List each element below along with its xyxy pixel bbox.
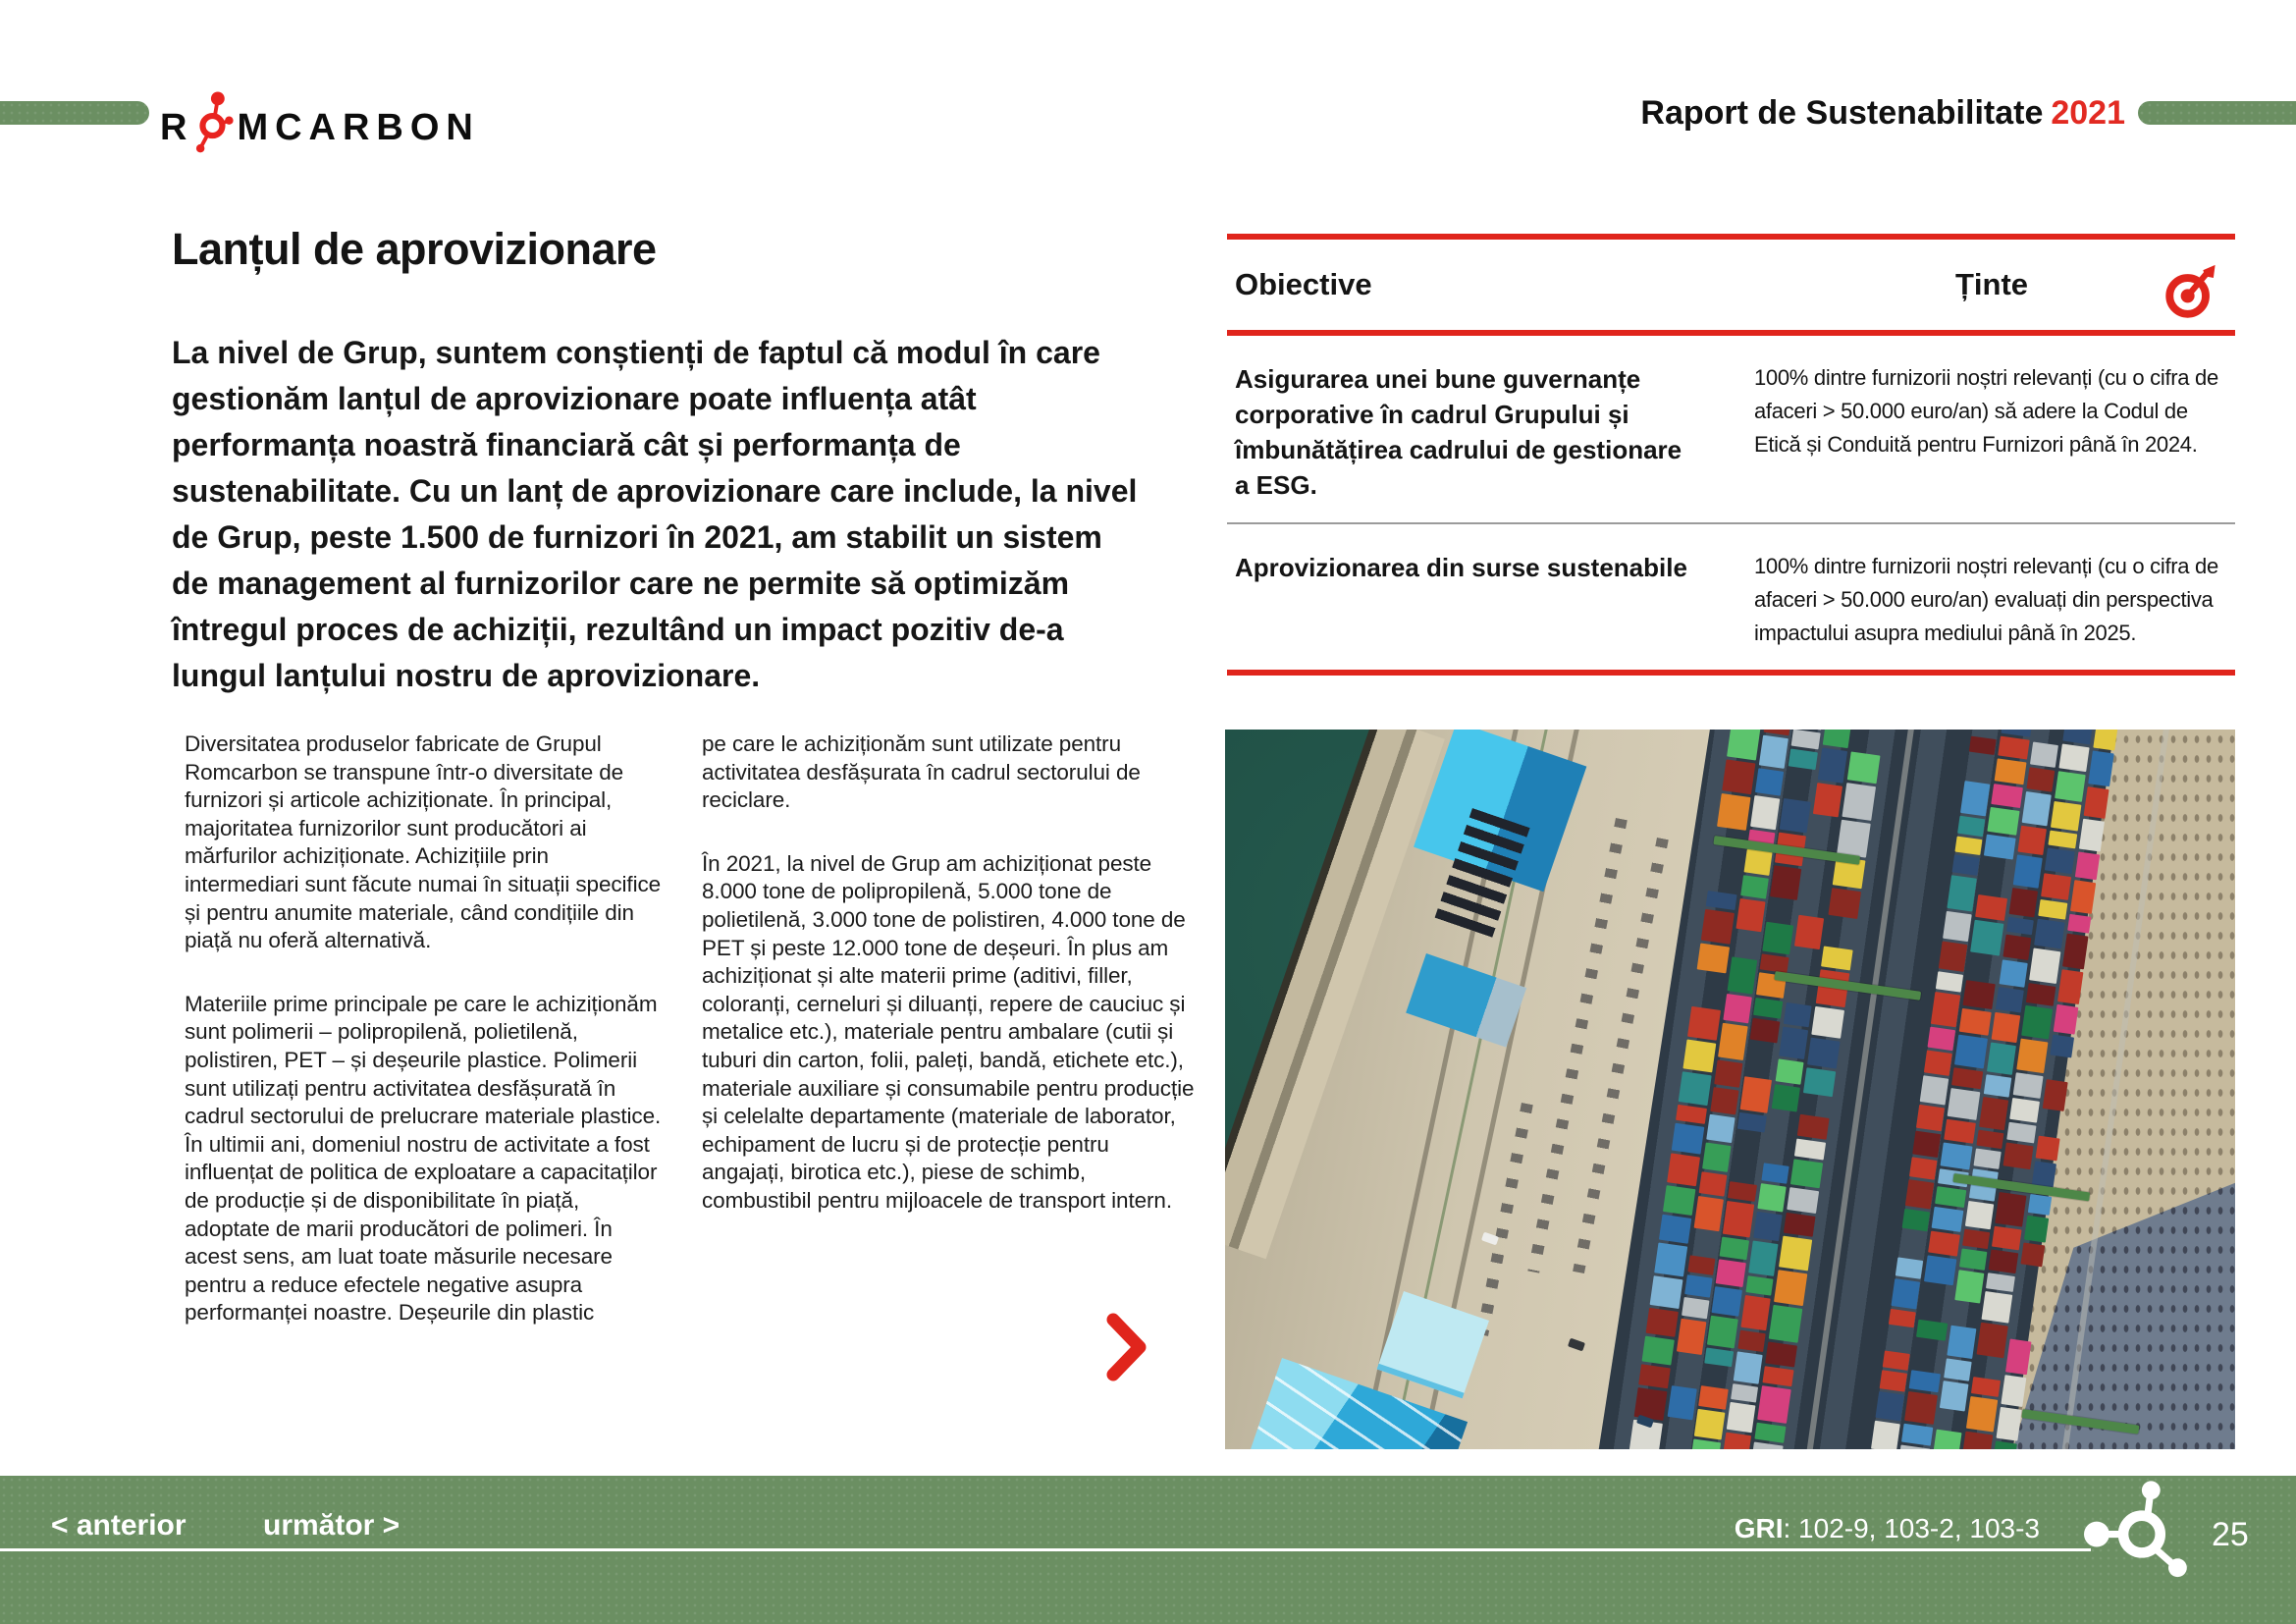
body-paragraph: pe care le achiziționăm sunt utilizate pentru activitatea desfășurata în cadrul sectorului de reciclare. [702,731,1141,813]
container-block [1902,1209,1931,1232]
gri-label: GRI [1734,1513,1784,1543]
container-block [1935,1186,1966,1208]
container-block [1750,795,1780,830]
container-block [1744,849,1773,876]
body-paragraph: În 2021, la nivel de Grup am achiziționat peste 8.000 tone de polipropilenă, 5.000 tone de polietilenă, 3.000 tone de polistiren, 4.000 tone de PET și peste 12.000 tone de deșeuri. În plus am achiziționat și alte materii prime (aditivi, filler, coloranți, cerneluri și diluanți, repere de cauciuc și metalice etc.), materiale pentru ambalare (cutii și tuburi din carton, folii, paleți, bandă, etichete etc.), materiale auxiliare și consumabile pentru producție și celelalte departamente (materiale de laborator, echipament de lucru și de protecție pentru angajați, birotica etc.), piese de schimb, combustibil pentru mijloacele de transport intern. [702,850,1195,1213]
container-block [1821,946,1853,970]
container-block [1774,1271,1807,1307]
container-block [1751,1442,1783,1449]
container-block [1992,1225,2022,1250]
container-block [1745,1042,1777,1077]
container-block [2070,880,2096,914]
target-dart-icon [2164,261,2219,327]
container-block [1707,1315,1738,1348]
container-block [1754,1423,1786,1443]
container-block [1727,1401,1756,1433]
container-block [1776,1058,1804,1084]
container-block [1723,994,1751,1023]
container-block [1974,1149,2002,1169]
body-column-1 [185,731,667,1363]
container-block [2006,916,2034,935]
container-block [1962,1229,1990,1249]
container-block [2002,1142,2033,1169]
container-block [2027,767,2056,791]
container-block [2009,1098,2040,1123]
container-block [1997,1407,2022,1441]
container-block [2045,848,2075,874]
container-block [2006,1122,2036,1143]
container-block [1765,1342,1797,1368]
container-block [1770,865,1801,900]
objective-cell: Asigurarea unei bune guvernanțe corporative în cadrul Grupului și îmbunătățirea cadrului de gestionare a ESG. [1235,364,1682,500]
container-block [1701,909,1735,944]
container-block [1684,1275,1713,1298]
container-block [1791,730,1821,749]
table-row [1227,336,2235,522]
container-block [1740,1076,1772,1113]
container-block [2057,969,2083,1004]
container-block [1737,1330,1765,1352]
nav-previous-link[interactable]: < anterior [51,1509,187,1542]
container-block [1818,748,1847,784]
container-block [2022,791,2052,826]
container-block [1952,854,1980,876]
nav-next-link[interactable]: următor > [263,1509,400,1542]
container-terminal-photo [1225,730,2235,1449]
container-block [2009,888,2038,917]
container-block [1659,1214,1691,1243]
container-block [1723,1201,1754,1238]
body-paragraph: Diversitatea produselor fabricate de Grupul Romcarbon se transpune într-o diversitate de furnizori și articole achiziționate. În principal, majoritatea furnizorilor sunt producători ai mărfurilor achiziționate. Achizițiile prin intermediari sunt făcute numai în situații specifice și pentru anumite materiale, când condițiile din piață nu oferă alternativă. [185,731,662,953]
container-block [2084,786,2109,819]
container-block [1784,1213,1816,1237]
container-block [1916,1105,1945,1132]
container-block [1993,1441,2016,1449]
container-block [2051,800,2082,831]
container-block [2088,750,2113,786]
container-block [1955,837,1983,855]
container-block [1750,1018,1781,1043]
container-block [1757,1184,1786,1213]
container-block [1697,943,1731,973]
container-block [1966,1396,1998,1433]
container-block [1871,1421,1900,1449]
container-block [1975,894,2007,921]
container-block [2013,855,2043,889]
container-block [1979,1097,2008,1131]
container-block [1789,748,1818,770]
container-block [1824,917,1856,947]
container-block [1731,1162,1760,1181]
romcarbon-logo [160,84,480,171]
container-block [2058,743,2089,772]
container-block [1928,1230,1960,1256]
container-block [2024,1216,2049,1243]
container-block [1889,1309,1916,1327]
container-block [1954,1035,1988,1069]
container-block [1991,784,2023,808]
container-block [1963,1432,1994,1449]
container-block [2062,730,2092,744]
container-block [1748,1240,1778,1276]
container-block [1954,1270,1984,1304]
container-block [1728,1181,1757,1202]
container-block [1646,1307,1679,1336]
body-column-2 [702,731,1198,1251]
container-block [2002,935,2031,960]
container-block [1940,1380,1969,1412]
container-block [1733,1131,1764,1163]
table-bottom-rule [1227,670,2235,676]
container-block [1924,1255,1957,1286]
container-block [1951,1067,1983,1089]
container-block [1807,1037,1841,1068]
container-block [1799,879,1830,916]
container-block [2067,914,2091,934]
container-block [1847,751,1881,784]
container-block [1784,1002,1812,1027]
container-block [1965,754,1994,782]
container-block [1996,987,2024,1012]
table-row [1227,524,2235,670]
container-block [1823,730,1851,748]
container-block [1790,1160,1823,1189]
container-block [1947,1326,1976,1359]
container-block [2039,1111,2063,1136]
container-block [1704,1347,1734,1367]
container-block [1842,783,1876,821]
container-block [1898,1231,1927,1258]
container-block [1690,1438,1721,1449]
table-header-row [1227,240,2235,330]
container-block [1772,1084,1800,1112]
container-block [1960,781,1990,816]
container-block [1780,798,1811,834]
container-block [1883,1350,1910,1371]
container-block [2001,1376,2026,1408]
targets-header: Ținte [1955,267,2029,301]
container-block [1753,1212,1782,1241]
container-block [1992,1011,2021,1043]
logo-text: MCARBON [237,106,480,148]
container-block [1909,1370,1941,1392]
container-block [1974,1357,2003,1378]
objectives-table [1227,234,2235,676]
container-block [1687,1006,1721,1041]
container-block [1970,920,2003,955]
next-page-chevron-icon[interactable] [1105,1312,1148,1382]
container-block [1761,1163,1789,1184]
container-block [1764,730,1791,735]
container-block [1891,1278,1920,1310]
container-block [1947,875,1977,911]
container-block [1811,1006,1844,1039]
container-block [2038,899,2067,919]
container-block [1880,1370,1907,1391]
container-block [1708,865,1740,891]
container-block [2048,830,2077,848]
container-block [1740,1295,1770,1331]
container-block [1965,1201,1994,1229]
body-paragraph: Materiile prime principale pe care le achiziționăm sunt polimerii – polipropilenă, polietilenă, polistiren, PET – și deșeurile plastice. Polimerii sunt utilizați pentru activitatea desfășurată în cadrul sectorului de prelucrare materiale plastice. În ultimii ani, domeniul nostru de activitate a fost influențat de politica de exploatare a capacitaților de producție și de disponibilitate în piață, adoptate de marii producători de polimeri. În acest sens, am luat toate măsurile necesare pentru a reduce efectele negative asupra performanței noastre. Deșeurile din plastic [185,991,662,1326]
container-block [1759,734,1789,768]
container-block [1797,1113,1830,1140]
container-block [1916,1320,1948,1341]
container-block [1769,1305,1803,1343]
container-block [1998,736,2030,760]
container-block [1896,1257,1923,1279]
container-block [1702,1143,1731,1172]
header-green-bar-right [2138,101,2296,125]
container-block [1851,730,1883,753]
container-block [1767,899,1796,922]
container-block [1944,1119,1976,1144]
container-block [1943,911,1972,942]
container-block [1714,1059,1742,1087]
container-block [1808,817,1838,849]
container-block [2020,1242,2045,1267]
container-block [1813,783,1842,818]
container-block [1951,1303,1979,1326]
container-block [1981,1291,2012,1324]
container-block [1672,1122,1705,1154]
container-block [1957,816,1985,837]
container-block [1724,1433,1751,1449]
container-block [2050,1034,2074,1057]
container-block [1727,730,1760,760]
container-block [1779,1026,1808,1059]
container-block [1699,1171,1728,1196]
container-block [1667,1153,1700,1186]
target-cell: 100% dintre furnizorii noștri relevanți (cu o cifra de afaceri > 50.000 euro/an) evaluați din perspectiva impactului asupra mediului până în 2025. [1754,554,2218,645]
container-block [1682,1297,1709,1319]
container-block [1734,1352,1763,1384]
container-block [1803,1067,1836,1097]
container-block [1976,1130,2003,1149]
container-block [1706,891,1737,911]
container-block [2029,948,2060,985]
container-block [1755,768,1784,796]
container-block [2028,1194,2052,1216]
container-block [1936,971,1963,992]
container-block [1927,1026,1955,1051]
container-block [1701,1367,1731,1386]
container-block [1668,1385,1697,1420]
container-block [2047,1057,2070,1079]
container-block [1959,1008,1992,1036]
container-block [1762,1366,1793,1386]
container-block [2034,919,2065,949]
container-block [1931,992,1960,1027]
container-block [1984,835,2016,860]
container-block [1717,793,1750,831]
container-block [1962,980,1995,1010]
container-block [1716,1259,1746,1287]
container-block [1937,1411,1964,1430]
container-block [1948,1088,1981,1120]
report-year: 2021 [2051,94,2125,132]
container-block [2075,852,2100,881]
container-block [2013,1072,2044,1098]
container-block [1904,1391,1938,1425]
report-header-title: Raport de Sustenabilitate 2021 [1640,94,2125,132]
container-block [1909,1157,1938,1180]
container-block [1753,998,1783,1019]
container-block [1912,1131,1941,1158]
container-block [1692,972,1726,1007]
container-block [1790,948,1819,975]
container-block [1986,1272,2015,1292]
container-block [1984,1074,2011,1097]
container-block [2026,983,2056,1005]
objectives-header: Obiective [1235,267,1372,301]
container-block [2055,771,2086,801]
logo-letter-r: R [160,106,194,148]
target-cell: 100% dintre furnizorii noștri relevanți (cu o cifra de afaceri > 50.000 euro/an) să adere la Codul de Etică și Conduită pentru Furnizori până în 2024. [1754,365,2218,457]
gri-codes: : 102-9, 103-2, 103-3 [1783,1513,2040,1543]
container-block [2054,1004,2079,1035]
container-block [1718,1023,1748,1060]
container-block [1736,898,1766,932]
footer-molecule-icon [2073,1479,2199,1588]
container-block [1920,1075,1949,1106]
container-block [1979,859,2012,895]
container-block [2043,1079,2068,1112]
page-title: Lanțul de aprovizionare [172,224,657,274]
container-block [1932,1207,1964,1231]
container-block [1650,1275,1683,1308]
container-block [1905,1179,1934,1209]
container-block [1837,820,1871,858]
container-block [1698,1385,1729,1410]
container-block [1690,1230,1719,1255]
footer-rule [0,1548,2091,1551]
container-block [2021,1005,2053,1040]
container-block [1933,1430,1961,1449]
container-block [2079,818,2105,852]
container-block [1687,1255,1715,1275]
container-block [1676,1105,1707,1124]
container-block [1672,1354,1701,1385]
container-block [1944,1358,1971,1380]
container-block [1912,1340,1946,1372]
page-number: 25 [2212,1516,2249,1553]
container-block [1924,1051,1952,1076]
container-block [1638,1365,1671,1388]
container-block [1712,1286,1742,1316]
container-block [1779,1236,1812,1272]
container-block [1794,915,1824,949]
molecule-icon [193,84,237,171]
container-block [1787,1187,1819,1214]
container-block [1733,931,1761,957]
container-block [1901,1423,1933,1445]
container-block [2017,825,2047,855]
container-block [1828,888,1861,919]
container-block [1663,1419,1692,1449]
container-block [1694,1196,1724,1231]
container-block [1977,1323,2008,1358]
container-block [2034,730,2061,742]
container-block [1800,1096,1832,1115]
container-block [1740,875,1769,898]
container-block [1762,921,1793,954]
intro-paragraph: La nivel de Grup, suntem conștienți de faptul că modul în care gestionăm lanțul de aprovizionare poate influența atât performanța noastră financiară cât și performanța de sustenabilitate. Cu un lanț de aprovizionare care include, la nivel de Grup, peste 1.500 de furnizori în 2021, am stabilit un sistem de management al furnizorilor care ne permite să optimizăm întregul proces de achiziții, rezultând un impact pozitiv de-a lungul lanțului nostru de aprovizionare. [172,335,1138,693]
container-block [1641,1335,1674,1365]
container-block [1969,736,1997,755]
container-block [2062,934,2088,970]
container-block [1757,1385,1791,1424]
header-green-bar-left [0,101,149,125]
container-block [1995,1192,2026,1226]
gri-reference [1735,1513,2040,1544]
container-block [1737,1112,1767,1132]
container-block [1987,1043,2016,1075]
container-block [1760,953,1789,972]
container-block [1722,759,1755,794]
container-block [1663,1185,1695,1215]
container-block [1785,770,1815,799]
container-block [1919,1284,1952,1320]
container-block [2036,1136,2060,1162]
container-block [1745,1275,1773,1295]
container-block [1768,1111,1796,1140]
container-block [1971,1377,2001,1396]
container-block [1720,1237,1749,1260]
container-block [1989,1250,2019,1273]
container-block [1896,1444,1930,1449]
container-block [1971,730,1999,736]
container-block [1794,1139,1826,1161]
objective-cell: Aprovizionarea din surse sustenabile [1235,553,1687,582]
container-block [1941,1142,1973,1169]
container-block [1728,957,1758,995]
container-block [1682,1040,1716,1072]
container-block [2030,741,2058,768]
container-block [1764,1140,1792,1164]
container-block [1959,1248,1987,1270]
container-block [1654,1242,1687,1276]
container-block [2041,873,2071,900]
container-block [1706,1114,1735,1143]
container-block [1939,941,1968,972]
container-block [1710,1087,1738,1115]
container-block [1694,1409,1726,1439]
container-block [1886,1327,1914,1351]
container-block [1679,1071,1712,1106]
container-block [1987,806,2019,836]
container-block [2015,1267,2041,1302]
container-block [1967,954,2000,981]
container-block [2000,959,2028,987]
container-block [2016,1039,2048,1074]
container-block [1731,1383,1758,1402]
container-block [1677,1319,1706,1355]
container-block [1995,759,2027,785]
container-block [1875,1391,1904,1422]
